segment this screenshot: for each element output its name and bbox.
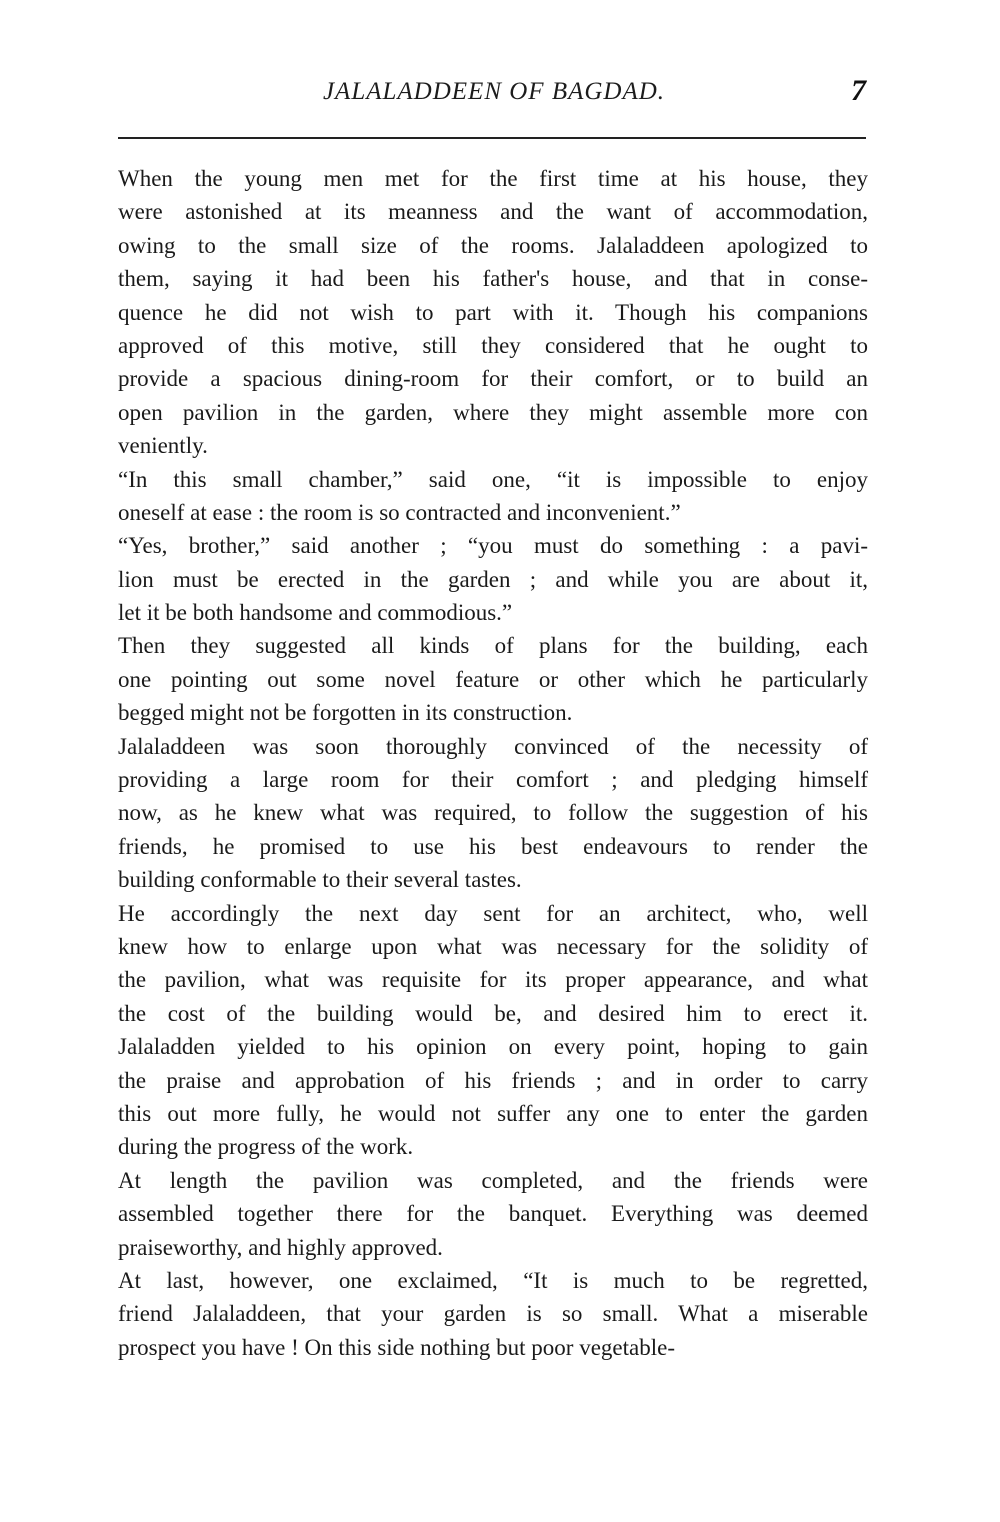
text-line: Then they suggested all kinds of plans for the building, each <box>118 633 868 659</box>
running-head <box>118 74 870 114</box>
text-line: Jalaladdeen was soon thoroughly convinced of the necessity of <box>118 733 868 759</box>
text-line: the cost of the building would be, and desired him to erect it. <box>118 1000 868 1026</box>
text-line: providing a large room for their comfort ; and pledging himself <box>118 767 868 793</box>
paragraph <box>118 463 868 530</box>
running-title: JALALADDEEN OF BAGDAD. <box>322 78 666 105</box>
text-line: assembled together there for the banquet. Everything was deemed <box>118 1201 868 1227</box>
text-line: oneself at ease : the room is so contracted and inconvenient.” <box>118 499 681 525</box>
text-line: “In this small chamber,” said one, “it is impossible to enjoy <box>118 466 868 492</box>
text-line: one pointing out some novel feature or other which he particularly <box>118 666 868 692</box>
text-line: this out more fully, he would not suffer any one to enter the garden <box>118 1100 868 1126</box>
text-line: prospect you have ! On this side nothing but poor vegetable- <box>118 1334 675 1360</box>
text-line: building conformable to their several tastes. <box>118 867 522 893</box>
text-line: At length the pavilion was completed, and the friends were <box>118 1167 868 1193</box>
text-line: lion must be erected in the garden ; and while you are about it, <box>118 566 868 592</box>
body-text <box>118 162 868 1364</box>
text-line: approved of this motive, still they considered that he ought to <box>118 332 868 358</box>
text-line: When the young men met for the first time at his house, they <box>118 166 868 191</box>
text-line: quence he did not wish to part with it. Though his companions <box>118 299 868 325</box>
text-line: Jalaladden yielded to his opinion on every point, hoping to gain <box>118 1034 868 1060</box>
paragraph <box>118 730 868 897</box>
text-line: “Yes, brother,” said another ; “you must do something : a pavi- <box>118 533 868 559</box>
header-rule <box>118 137 866 139</box>
text-line: praiseworthy, and highly approved. <box>118 1234 443 1260</box>
paragraph <box>118 1264 868 1364</box>
paragraph <box>118 529 868 629</box>
text-line: knew how to enlarge upon what was necessary for the solidity of <box>118 933 868 959</box>
paragraph <box>118 629 868 729</box>
text-line: open pavilion in the garden, where they might assemble more con <box>118 399 868 425</box>
text-line: He accordingly the next day sent for an architect, who, well <box>118 900 868 926</box>
text-line: let it be both handsome and commodious.” <box>118 600 513 626</box>
text-line: friends, he promised to use his best endeavours to render the <box>118 833 868 859</box>
paragraph <box>118 897 868 1164</box>
text-line: the pavilion, what was requisite for its proper appearance, and what <box>118 967 868 993</box>
text-line: owing to the small size of the rooms. Jalaladdeen apologized to <box>118 232 868 258</box>
text-line: veniently. <box>118 433 208 459</box>
text-line: were astonished at its meanness and the want of accommodation, <box>118 199 868 225</box>
text-line: during the progress of the work. <box>118 1134 414 1160</box>
text-line: At last, however, one exclaimed, “It is much to be regretted, <box>118 1267 868 1293</box>
text-line: friend Jalaladdeen, that your garden is so small. What a miserable <box>118 1301 868 1327</box>
text-line: now, as he knew what was required, to follow the suggestion of his <box>118 800 868 826</box>
text-line: the praise and approbation of his friends ; and in order to carry <box>118 1067 868 1093</box>
paragraph <box>118 1164 868 1264</box>
page-number: 7 <box>851 74 866 107</box>
text-line: them, saying it had been his father's house, and that in conse- <box>118 266 868 292</box>
paragraph <box>118 162 868 463</box>
text-line: provide a spacious dining-room for their comfort, or to build an <box>118 366 868 392</box>
text-line: begged might not be forgotten in its construction. <box>118 700 573 726</box>
